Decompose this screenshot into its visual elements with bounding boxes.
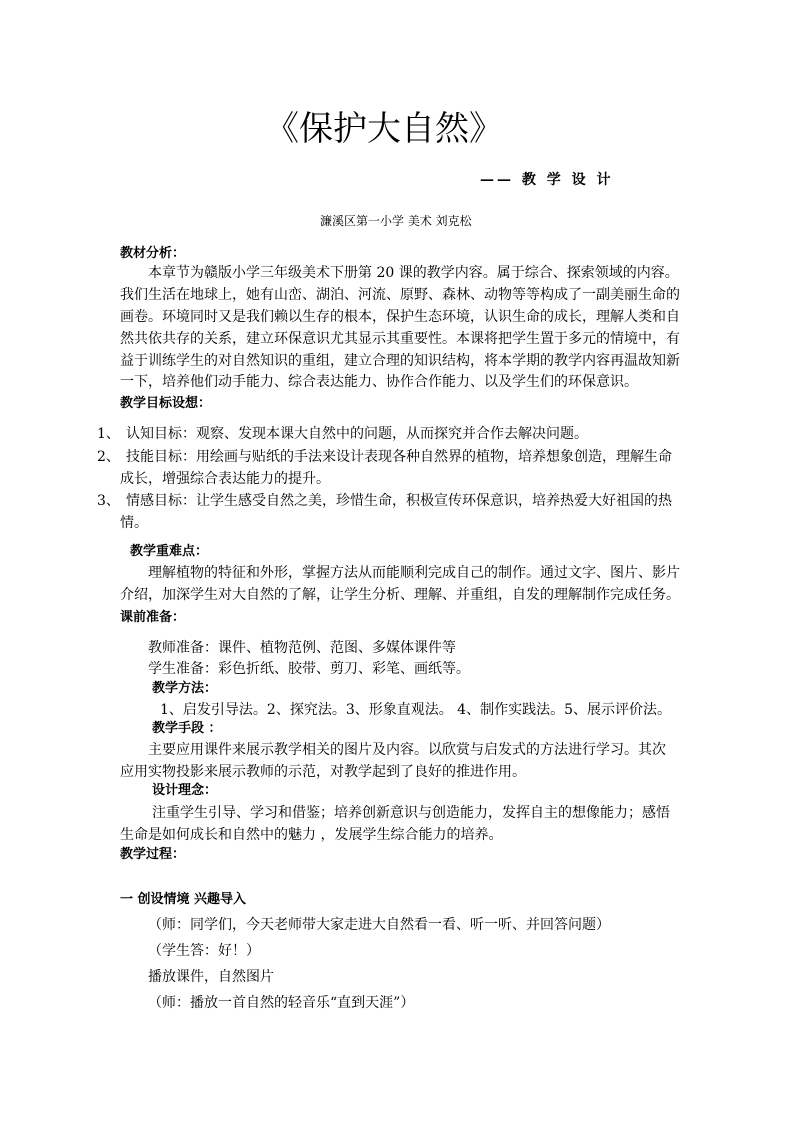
keypoints-line: 理解植物的特征和外形，掌握方法从而能顺利完成自己的制作。通过文字、图片、影片 (148, 565, 680, 581)
analysis-line: 本章节为赣版小学三年级美术下册第 20 课的教学内容。属于综合、探索领域的内容。 (148, 265, 679, 281)
process-section-1: 一 创设情境 兴趣导入 (120, 892, 247, 907)
means-line: 主要应用课件来展示教学相关的图片及内容。以欣赏与启发式的方法进行学习。其次 (148, 742, 666, 758)
analysis-line: 一下，培养他们动手能力、综合表达能力、协作合作能力、以及学生们的环保意识。 (120, 374, 638, 390)
prep-heading: 课前准备： (120, 610, 186, 625)
keypoints-heading: 教学重难点： (130, 544, 209, 559)
prep-student: 学生准备：彩色折纸、胶带、剪刀、彩笔、画纸等。 (148, 661, 470, 677)
concept-line: 生命是如何成长和自然中的魅力 ，发展学生综合能力的培养。 (120, 827, 503, 843)
analysis-line: 益于训练学生的对自然知识的重组，建立合理的知识结构，将本学期的教学内容再温故知新 (120, 353, 680, 369)
analysis-heading: 教材分析： (120, 246, 186, 261)
goal-number: 2、 (97, 449, 120, 465)
concept-heading: 设计理念： (152, 783, 218, 798)
process-line: 播放课件，自然图片 (148, 969, 274, 985)
methods-text: 1、启发引导法。2、探究法。3、形象直观法。 4、制作实践法。5、展示评价法。 (160, 702, 671, 718)
process-line: （师：同学们，今天老师带大家走进大自然看一看、听一听、并回答问题） (148, 917, 610, 933)
process-line: （师：播放一首自然的轻音乐“直到天涯”） (148, 995, 415, 1011)
means-heading: 教学手段 ： (152, 721, 222, 736)
process-heading: 教学过程： (120, 847, 186, 862)
analysis-line: 画卷。环境同时又是我们赖以生存的根本，保护生态环境，认识生命的成长，理解人类和自 (120, 309, 680, 325)
keypoints-line: 介绍，加深学生对大自然的了解，让学生分析、理解、并重组，自发的理解制作完成任务。 (120, 587, 680, 603)
goals-heading: 教学目标设想： (120, 396, 212, 411)
analysis-line: 然共依共存的关系，建立环保意识尤其显示其重要性。本课将把学生置于多元的情境中，有 (120, 331, 680, 347)
goal-line: 成长，增强综合表达能力的提升。 (120, 471, 330, 487)
means-line: 应用实物投影来展示教师的示范，对教学起到了良好的推进作用。 (120, 764, 526, 780)
process-line: （学生答：好！） (148, 943, 260, 959)
author-line: 濂溪区第一小学 美术 刘克松 (320, 214, 472, 228)
methods-heading: 教学方法： (152, 681, 218, 696)
goal-number: 1、 (97, 426, 120, 442)
goal-number: 3、 (97, 493, 120, 509)
concept-line: 注重学生引导、学习和借鉴；培养创新意识与创造能力，发挥自主的想像能力；感悟 (152, 805, 670, 821)
analysis-line: 我们生活在地球上，她有山峦、湖泊、河流、原野、森林、动物等等构成了一副美丽生命的 (120, 287, 680, 303)
goal-line: 情。 (120, 515, 148, 531)
goal-line: 技能目标：用绘画与贴纸的手法来设计表现各种自然界的植物，培养想象创造，理解生命 (126, 449, 672, 465)
prep-teacher: 教师准备：课件、植物范例、范图、多媒体课件等 (148, 640, 456, 656)
document-title: 《保护大自然》 (265, 109, 503, 149)
goal-line: 认知目标：观察、发现本课大自然中的问题，从而探究并合作去解决问题。 (126, 426, 588, 442)
document-subtitle: —— 教 学 设 计 (480, 172, 614, 188)
goal-line: 情感目标：让学生感受自然之美，珍惜生命，积极宣传环保意识，培养热爱大好祖国的热 (126, 493, 672, 509)
